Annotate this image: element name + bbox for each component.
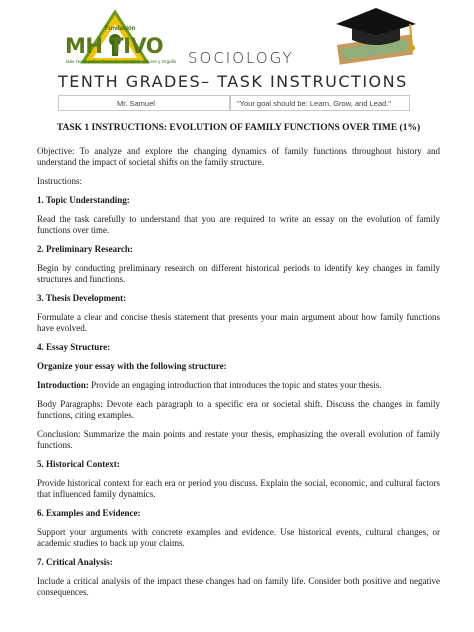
section-text: Formulate a clear and concise thesis statement that presents your main argument about how family functions have evolved. (37, 312, 440, 333)
objective-text: Objective: To analyze and explore the changing dynamics of family functions throughout history and understand the impact of societal shifts on the family structure. (37, 146, 440, 167)
introduction-label: Introduction: (37, 380, 89, 390)
subject-title: SOCIOLOGY (188, 49, 294, 67)
teacher-name: Mr. Samuel (58, 95, 230, 111)
graduation-cap-icon (332, 6, 422, 68)
document-body (37, 123, 440, 606)
logo-tagline: Más Hondureños Teniendo Identidad, Valores y Orgullo (65, 59, 177, 64)
document-header (0, 0, 474, 120)
page-title: TENTH GRADES– TASK INSTRUCTIONS (58, 72, 408, 91)
conclusion-item: Conclusion: Summarize the main points and restate your thesis, emphasizing the overall evolution of family functions. (37, 429, 440, 450)
task-title: TASK 1 INSTRUCTIONS: EVOLUTION OF FAMILY FUNCTIONS OVER TIME (1%) (56, 123, 421, 133)
logo-wordmark: MH TIVO (65, 34, 164, 58)
section-heading: 5. Historical Context: (37, 459, 120, 469)
section-heading: 1. Topic Understanding: (37, 195, 130, 205)
logo-foundation-label: Fundación (105, 26, 136, 32)
section-heading: 7. Critical Analysis: (37, 557, 113, 567)
section-text: Support your arguments with concrete examples and evidence. Use historical events, cultural changes, or academic studies to back up your claims. (37, 527, 440, 548)
section-text: Provide historical context for each era or period you discuss. Explain the social, economic, and cultural factors that influenced family dynamics. (37, 478, 440, 499)
introduction-item (37, 380, 440, 391)
section-heading: 4. Essay Structure: (37, 342, 111, 352)
section-heading: 2. Preliminary Research: (37, 244, 133, 254)
instructions-label: Instructions: (37, 176, 82, 186)
motto: "Your goal should be: Learn, Grow, and Lead." (230, 95, 410, 111)
section-text: Include a critical analysis of the impact these changes had on family life. Consider both positive and negative consequences. (37, 576, 440, 597)
structure-subheading: Organize your essay with the following structure: (37, 361, 227, 371)
section-heading: 6. Examples and Evidence: (37, 508, 141, 518)
body-paragraphs-item: Body Paragraphs: Devote each paragraph to a specific era or societal shift. Discuss the changes in family functions, citing examples. (37, 399, 440, 420)
section-text: Read the task carefully to understand that you are required to write an essay on the evolution of family functions over time. (37, 214, 440, 235)
section-text: Begin by conducting preliminary research on different historical periods to identify key changes in family structures and functions. (37, 263, 440, 284)
foundation-logo (57, 10, 177, 72)
introduction-text: Provide an engaging introduction that introduces the topic and states your thesis. (88, 380, 382, 390)
section-heading: 3. Thesis Development: (37, 293, 127, 303)
